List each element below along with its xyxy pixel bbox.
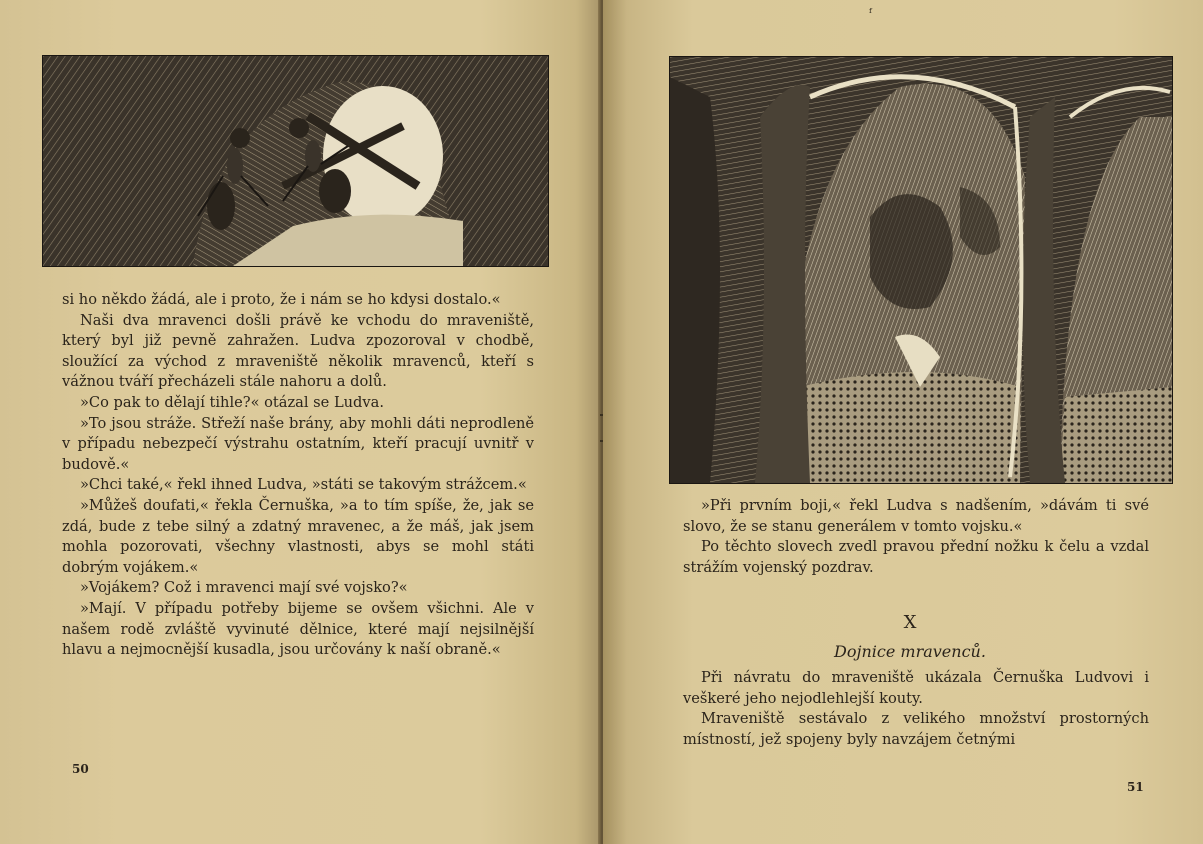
right-page-number: 51: [1127, 780, 1144, 794]
paragraph: Mraveniště sestávalo z velikého množství prostorných místností, jež spojeny byly navzájem četnými: [683, 710, 1149, 748]
header-mark: ᶠ: [869, 6, 872, 20]
chapter-title: Dojnice mravenců.: [834, 642, 986, 661]
paragraph: »To jsou stráže. Střeží naše brány, aby mohli dáti neprodleně v případu nebezpečí výstrahu ostatním, kteří pracují uvnitř v budově.«: [62, 414, 534, 473]
right-page-text-bottom: [683, 668, 1149, 750]
paragraph: »Mají. V případu potřeby bijeme se ovšem všichni. Ale v našem rodě zvláště vyvinuté dělnice, které mají nejsilnější hlavu a nejmocnější kusadla, jsou určovány k naší obraně.«: [62, 599, 534, 659]
right-page-text-top: [683, 496, 1149, 578]
ants-tunnel-illustration: [42, 55, 549, 267]
left-page: [0, 0, 600, 844]
left-page-text: [62, 290, 534, 661]
paragraph: »Chci také,« řekl ihned Ludva, »státi se takovým strážcem.«: [80, 476, 527, 494]
paragraph: »Při prvním boji,« řekl Ludva s nadšením, »dávám ti své slovo, že se stanu generálem v tomto vojsku.«: [683, 497, 1149, 535]
left-page-number: 50: [72, 762, 89, 776]
paragraph: »Můžeš doufati,« řekla Černuška, »a to tím spíše, že, jak se zdá, bude z tebe silný a zdatný mravenec, a že máš, jak jsem mohla pozorovati, všechny vlastnosti, abys se mohl státi dobrým vojákem.«: [62, 496, 534, 576]
chapter-number: X: [903, 612, 917, 633]
ant-hall-illustration: [669, 56, 1173, 484]
paragraph: Při návratu do mraveniště ukázala Černuška Ludvovi i veškeré jeho nejodlehlejší kouty.: [683, 669, 1149, 707]
paragraph: si ho někdo žádá, ale i proto, že i nám se ho kdysi dostalo.«: [62, 291, 501, 308]
paragraph: Po těchto slovech zvedl pravou přední nožku k čelu a vzdal strážím vojenský pozdrav.: [683, 538, 1149, 576]
paragraph: »Co pak to dělají tihle?« otázal se Ludva.: [80, 393, 384, 411]
paragraph: »Vojákem? Což i mravenci mají své vojsko?«: [80, 579, 408, 597]
paragraph: Naši dva mravenci došli právě ke vchodu do mraveniště, který byl již pevně zahražen. Ludva zpozoroval v chodbě, sloužící za východ z mraveniště několik mravenců, kteří s vážnou tváří přecházeli stále nahoru a dolů.: [62, 311, 534, 391]
